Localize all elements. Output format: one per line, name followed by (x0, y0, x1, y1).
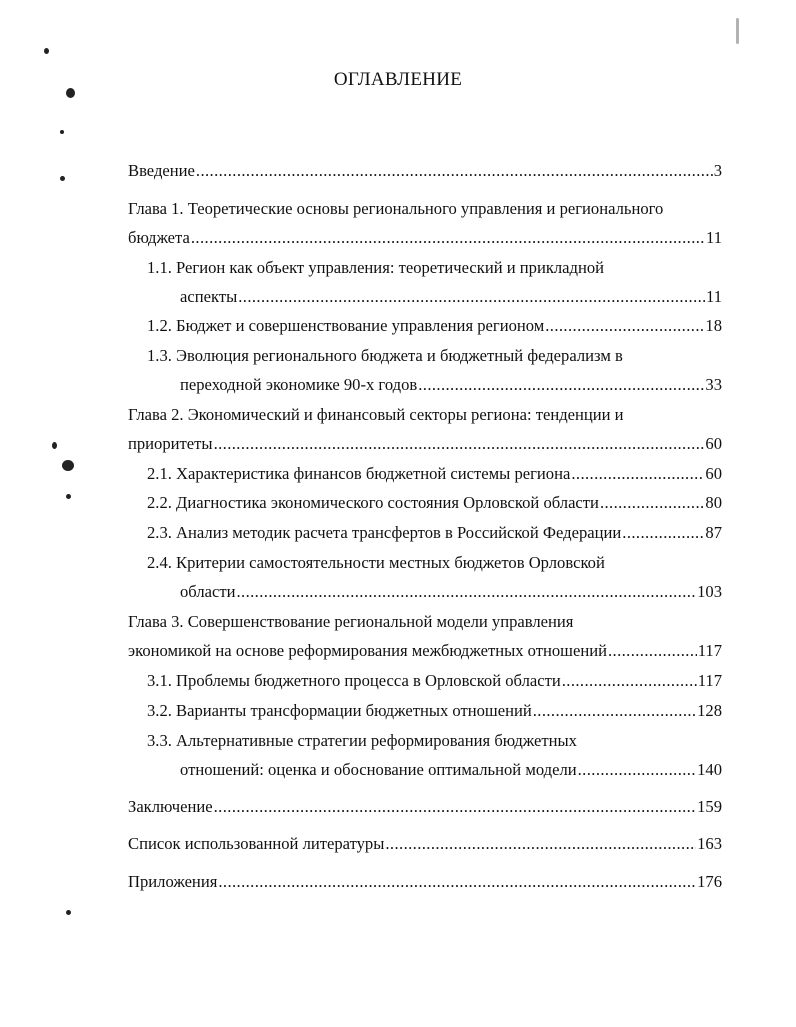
toc-entry-section-1-3[interactable] (180, 375, 722, 395)
leader-dots (418, 375, 704, 395)
toc-entry-section-2-3[interactable] (147, 523, 722, 543)
leader-dots (385, 834, 696, 854)
toc-entry-label: 2.3. Анализ методик расчета трансфертов в Российской Федерации (147, 523, 622, 542)
toc-page-number: 103 (697, 582, 722, 601)
toc-page-number: 18 (705, 316, 722, 335)
toc-entry-label: переходной экономике 90-х годов (180, 375, 418, 394)
toc-page-number: 117 (697, 671, 722, 690)
leader-dots (238, 287, 705, 307)
toc-entry-chapter-1[interactable] (128, 228, 722, 248)
toc-entry-section-1-2[interactable] (147, 316, 722, 336)
leader-dots (196, 161, 713, 181)
toc-entry-section-3-3[interactable] (180, 760, 722, 780)
scan-speck (66, 910, 71, 915)
toc-page-number: 11 (706, 287, 722, 306)
toc-entry-label: Приложения (128, 872, 218, 891)
toc-entry-section-3-2[interactable] (147, 701, 722, 721)
toc-entry-label: бюджета (128, 228, 190, 247)
toc-entry-label: Список использованной литературы (128, 834, 385, 853)
toc-entry-label: Введение (128, 161, 195, 180)
toc-page-number: 80 (705, 493, 722, 512)
toc-page-number: 117 (697, 641, 722, 660)
toc-entry-label: Заключение (128, 797, 213, 816)
leader-dots (236, 582, 696, 602)
toc-page-number: 33 (705, 375, 722, 394)
scan-speck (52, 442, 57, 449)
toc-page-number: 60 (705, 464, 722, 483)
scan-speck (736, 18, 739, 44)
leader-dots (562, 671, 697, 691)
toc-entry-section-2-2[interactable] (147, 493, 722, 513)
toc-chapter-2-line1[interactable]: Глава 2. Экономический и финансовый секторы региона: тенденции и (128, 405, 624, 424)
toc-section-1-3-line1[interactable]: 1.3. Эволюция регионального бюджета и бюджетный федерализм в (147, 346, 623, 365)
toc-entry-label: 2.2. Диагностика экономического состояния Орловской области (147, 493, 599, 512)
toc-section-2-4-line1[interactable]: 2.4. Критерии самостоятельности местных бюджетов Орловской (147, 553, 605, 572)
scan-speck (60, 176, 65, 181)
toc-page-number: 140 (697, 760, 722, 779)
leader-dots (622, 523, 704, 543)
toc-page-number: 60 (705, 434, 722, 453)
toc-entry-section-3-1[interactable] (147, 671, 722, 691)
toc-entry-label: аспекты (180, 287, 238, 306)
toc-entry-label: 2.1. Характеристика финансов бюджетной системы региона (147, 464, 571, 483)
toc-heading: ОГЛАВЛЕНИЕ (333, 69, 463, 90)
scan-speck (62, 460, 74, 471)
toc-page-number: 159 (697, 797, 722, 816)
toc-entry-label: приоритеты (128, 434, 213, 453)
toc-chapter-1-line1[interactable]: Глава 1. Теоретические основы регионального управления и регионального (128, 199, 664, 218)
toc-entry-label: экономикой на основе реформирования межбюджетных отношений (128, 641, 607, 660)
scan-speck (66, 494, 71, 499)
toc-entry-label: 1.2. Бюджет и совершенствование управления регионом (147, 316, 545, 335)
leader-dots (218, 872, 696, 892)
toc-chapter-3-line1[interactable]: Глава 3. Совершенствование региональной модели управления (128, 612, 574, 631)
toc-entry-label: 3.1. Проблемы бюджетного процесса в Орловской области (147, 671, 561, 690)
toc-page-number: 128 (697, 701, 722, 720)
toc-section-3-3-line1[interactable]: 3.3. Альтернативные стратегии реформирования бюджетных (147, 731, 577, 750)
toc-page-number: 3 (713, 161, 722, 180)
scan-speck (44, 48, 49, 54)
toc-entry-section-1-1[interactable] (180, 287, 722, 307)
scan-speck (66, 88, 75, 98)
toc-page-number: 163 (697, 834, 722, 853)
toc-page-number: 87 (705, 523, 722, 542)
toc-entry-label: отношений: оценка и обоснование оптимальной модели (180, 760, 577, 779)
leader-dots (191, 228, 705, 248)
toc-entry-chapter-3[interactable] (128, 641, 722, 661)
toc-entry-section-2-1[interactable] (147, 464, 722, 484)
toc-entry-label: области (180, 582, 236, 601)
toc-entry-intro[interactable] (128, 161, 722, 181)
toc-entry-conclusion[interactable] (128, 797, 722, 817)
toc-entry-section-2-4[interactable] (180, 582, 722, 602)
toc-page-number: 11 (706, 228, 722, 247)
leader-dots (533, 701, 696, 721)
toc-entry-references[interactable] (128, 834, 722, 854)
leader-dots (214, 797, 696, 817)
toc-entry-label: 3.2. Варианты трансформации бюджетных отношений (147, 701, 532, 720)
leader-dots (600, 493, 704, 513)
leader-dots (545, 316, 704, 336)
toc-entry-appendix[interactable] (128, 872, 722, 892)
leader-dots (214, 434, 705, 454)
leader-dots (608, 641, 697, 661)
leader-dots (578, 760, 696, 780)
toc-page-number: 176 (697, 872, 722, 891)
scan-speck (60, 130, 64, 134)
toc-entry-chapter-2[interactable] (128, 434, 722, 454)
leader-dots (571, 464, 704, 484)
toc-section-1-1-line1[interactable]: 1.1. Регион как объект управления: теоретический и прикладной (147, 258, 605, 277)
